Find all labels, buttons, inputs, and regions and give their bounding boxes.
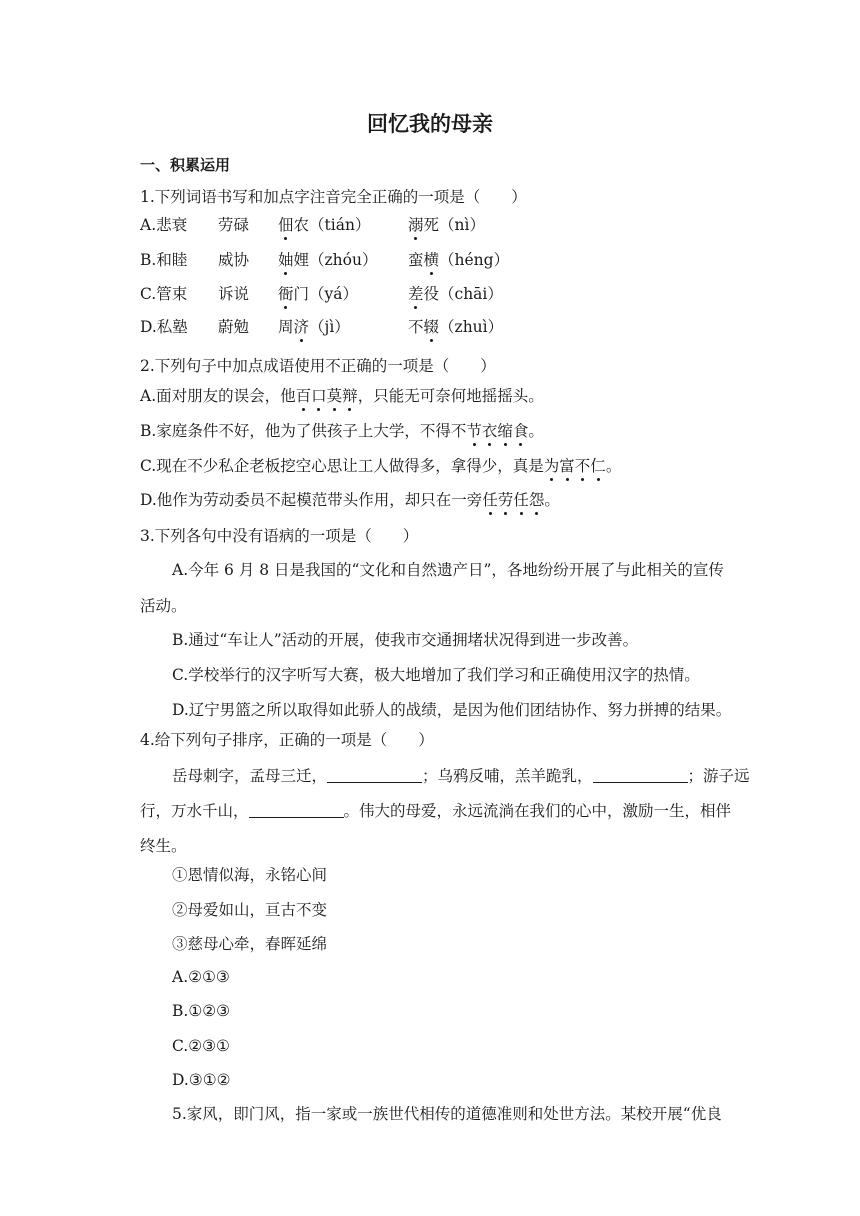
q2-stem: 2.下列句子中加点成语使用不正确的一项是（ ）	[140, 357, 496, 375]
q3-option-a-line1: A.今年 6 月 8 日是我国的“文化和自然遗产日”，各地纷纷开展了与此相关的宣传	[172, 561, 724, 579]
dotted-char: 仁	[590, 457, 606, 475]
q4-sentence-1: ①恩情似海，永铭心间	[172, 866, 328, 884]
q4-passage-line1: 岳母刺字，孟母三迁， ；乌鸦反哺，羔羊跪乳， ；游子远	[172, 767, 750, 785]
q1-c-word1: C.管束	[140, 285, 188, 303]
dotted-char: 莫	[326, 387, 343, 405]
q1-a-word3: 佃农（tián）	[278, 216, 371, 234]
q1-b-word3: 妯娌（zhóu）	[278, 251, 378, 269]
q1-a-word4: 溺死（nì）	[408, 216, 485, 234]
q4-option-d: D.③①②	[172, 1071, 231, 1089]
dotted-char: 横	[423, 251, 440, 269]
q4-option-a: A.②①③	[172, 968, 230, 986]
q3-option-c: C.学校举行的汉字听写大赛，极大地增加了我们学习和正确使用汉字的热情。	[172, 666, 700, 684]
document-title: 回忆我的母亲	[367, 112, 493, 136]
q3-stem: 3.下列各句中没有语病的一项是（ ）	[140, 527, 419, 545]
dotted-idiom	[296, 387, 358, 405]
q1-a-word2: 劳碌	[218, 216, 250, 234]
dotted-char: 缩	[497, 422, 513, 440]
dotted-char: 劳	[497, 491, 514, 509]
dotted-char: 不	[574, 457, 591, 475]
q3-option-a-line2: 活动。	[140, 597, 187, 615]
q1-d-word3: 周济（jì）	[278, 318, 350, 336]
dotted-char: 节	[466, 422, 482, 440]
q4-sentence-3: ③慈母心牵，春晖延绵	[172, 935, 328, 953]
q4-option-c: C.②③①	[172, 1037, 230, 1055]
dotted-char: 衣	[481, 422, 498, 440]
q1-d-word2: 蔚勉	[218, 318, 250, 336]
q1-a-word1: A.悲衰	[140, 216, 188, 234]
q2-option-d: D.他作为劳动委员不起模范带头作用，却只在一旁任劳任怨。	[140, 491, 560, 509]
q1-stem: 1.下列词语书写和加点字注音完全正确的一项是（ ）	[140, 188, 527, 206]
dotted-char: 怨	[528, 491, 545, 509]
dotted-char: 任	[513, 491, 529, 509]
q2-option-b: B.家庭条件不好，他为了供孩子上大学，不得不节衣缩食。	[140, 422, 544, 440]
q3-option-d: D.辽宁男篮之所以取得如此骄人的战绩，是因为他们团结协作、努力拼搏的结果。	[172, 701, 732, 719]
dotted-char: 辍	[423, 318, 440, 336]
q4-passage-line3: 终生。	[140, 837, 187, 855]
dotted-idiom	[544, 457, 606, 475]
dotted-char: 口	[311, 387, 327, 405]
q4-stem: 4.给下列句子排序，正确的一项是（ ）	[140, 731, 434, 749]
dotted-idiom	[466, 422, 528, 440]
answer-blank	[593, 768, 688, 783]
dotted-char: 济	[293, 318, 310, 336]
q1-b-word1: B.和睦	[140, 251, 188, 269]
dotted-char: 任	[482, 491, 498, 509]
dotted-char: 佃	[278, 216, 294, 234]
dotted-char: 差	[408, 285, 424, 303]
q4-sentence-2: ②母爱如山，亘古不变	[172, 901, 328, 919]
dotted-idiom	[482, 491, 544, 509]
q3-option-b: B.通过“车让人”活动的开展，使我市交通拥堵状况得到进一步改善。	[172, 631, 639, 649]
dotted-char: 辩	[342, 387, 358, 405]
q2-option-a: A.面对朋友的误会，他百口莫辩，只能无可奈何地摇摇头。	[140, 387, 544, 405]
section-heading: 一、积累运用	[140, 156, 231, 174]
q2-option-c: C.现在不少私企老板挖空心思让工人做得多，拿得少，真是为富不仁。	[140, 457, 622, 475]
q1-c-word2: 诉说	[218, 285, 250, 303]
dotted-char: 食	[512, 422, 529, 440]
q5-stem: 5.家风，即门风，指一家或一族世代相传的道德准则和处世方法。某校开展“优良	[172, 1105, 722, 1123]
q1-b-word2: 威协	[218, 251, 250, 269]
q4-option-b: B.①②③	[172, 1002, 231, 1020]
q1-b-word4: 蛮横（héng）	[408, 251, 510, 269]
q1-c-word4: 差役（chāi）	[408, 285, 503, 303]
dotted-char: 富	[559, 457, 575, 475]
dotted-char: 溺	[408, 216, 424, 234]
dotted-char: 妯	[278, 251, 294, 269]
dotted-char: 衙	[278, 285, 294, 303]
q1-d-word1: D.私塾	[140, 318, 188, 336]
q1-c-word3: 衙门（yá）	[278, 285, 359, 303]
answer-blank	[327, 768, 422, 783]
q4-passage-line2: 行，万水千山， 。伟大的母爱，永远流淌在我们的心中，激励一生，相伴	[140, 802, 732, 820]
q1-d-word4: 不辍（zhuì）	[408, 318, 504, 336]
dotted-char: 百	[295, 387, 312, 405]
dotted-char: 为	[543, 457, 560, 475]
answer-blank	[249, 803, 344, 818]
